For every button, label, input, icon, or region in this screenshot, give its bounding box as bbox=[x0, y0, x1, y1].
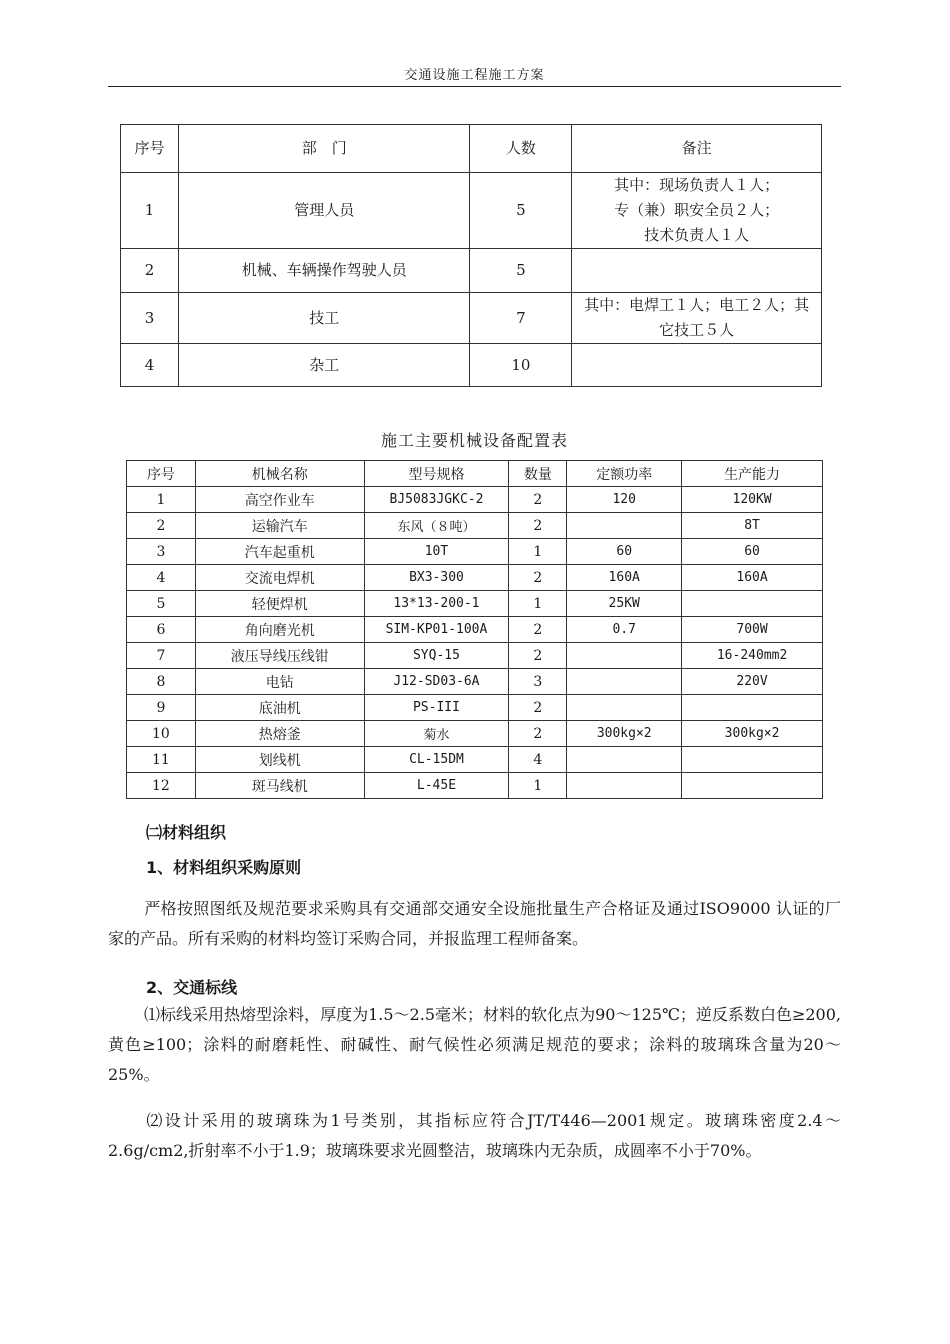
model-cell: J12-SD03-6A bbox=[364, 669, 509, 695]
row-number: 11 bbox=[127, 747, 196, 773]
quantity-cell: 2 bbox=[509, 487, 567, 513]
table-row bbox=[127, 747, 823, 773]
machine-name-cell: 斑马线机 bbox=[195, 773, 364, 799]
rated-power-cell: 60 bbox=[567, 539, 682, 565]
rated-power-cell: 160A bbox=[567, 565, 682, 591]
table-row bbox=[127, 565, 823, 591]
machine-name-cell: 角向磨光机 bbox=[195, 617, 364, 643]
rated-power-cell bbox=[567, 747, 682, 773]
quantity-cell: 2 bbox=[509, 721, 567, 747]
table-row bbox=[127, 591, 823, 617]
row-number: 10 bbox=[127, 721, 196, 747]
table-row bbox=[127, 695, 823, 721]
rated-power-cell: 120 bbox=[567, 487, 682, 513]
machine-name-cell: 电钻 bbox=[195, 669, 364, 695]
capacity-cell bbox=[682, 747, 823, 773]
quantity-cell: 1 bbox=[509, 591, 567, 617]
note-cell bbox=[572, 173, 822, 249]
quantity-cell: 2 bbox=[509, 617, 567, 643]
table-row bbox=[121, 344, 822, 387]
machine-name-cell: 轻便焊机 bbox=[195, 591, 364, 617]
rated-power-cell bbox=[567, 513, 682, 539]
count-cell: 5 bbox=[470, 249, 572, 293]
note-line: 它技工５人 bbox=[659, 321, 735, 339]
model-cell: L-45E bbox=[364, 773, 509, 799]
page-header-title: 交通设施工程施工方案 bbox=[404, 68, 545, 83]
machine-name-cell: 热熔釜 bbox=[195, 721, 364, 747]
marking-paragraph-2 bbox=[108, 1106, 841, 1166]
machine-name-cell: 划线机 bbox=[195, 747, 364, 773]
equipment-table-title: 施工主要机械设备配置表 bbox=[380, 431, 568, 450]
row-number: 6 bbox=[127, 617, 196, 643]
count-cell: 7 bbox=[470, 293, 572, 344]
quantity-cell: 2 bbox=[509, 643, 567, 669]
capacity-cell: 220V bbox=[682, 669, 823, 695]
model-cell: CL-15DM bbox=[364, 747, 509, 773]
row-number: 12 bbox=[127, 773, 196, 799]
marking-paragraph-1 bbox=[108, 1000, 841, 1090]
capacity-cell bbox=[682, 773, 823, 799]
table-row bbox=[121, 249, 822, 293]
marking-heading: 2、交通标线 bbox=[146, 978, 238, 997]
count-cell: 10 bbox=[470, 344, 572, 387]
note-cell bbox=[572, 249, 822, 293]
capacity-cell: 160A bbox=[682, 565, 823, 591]
machine-name-cell: 高空作业车 bbox=[195, 487, 364, 513]
machine-name-cell: 汽车起重机 bbox=[195, 539, 364, 565]
note-line: 专（兼）职安全员２人； bbox=[614, 201, 780, 219]
table-row bbox=[127, 773, 823, 799]
equipment-table bbox=[126, 460, 823, 799]
row-number: 7 bbox=[127, 643, 196, 669]
table-row bbox=[121, 173, 822, 249]
header-cell: 定额功率 bbox=[567, 461, 682, 487]
table-row bbox=[127, 643, 823, 669]
header-cell: 机械名称 bbox=[195, 461, 364, 487]
note-cell bbox=[572, 293, 822, 344]
capacity-cell: 16-240mm2 bbox=[682, 643, 823, 669]
staff-table bbox=[120, 124, 822, 387]
quantity-cell: 1 bbox=[509, 539, 567, 565]
capacity-cell: 60 bbox=[682, 539, 823, 565]
rated-power-cell bbox=[567, 695, 682, 721]
quantity-cell: 2 bbox=[509, 695, 567, 721]
quantity-cell: 2 bbox=[509, 565, 567, 591]
header-cell: 人数 bbox=[470, 125, 572, 173]
capacity-cell: 700W bbox=[682, 617, 823, 643]
model-cell: PS-III bbox=[364, 695, 509, 721]
dept-cell: 机械、车辆操作驾驶人员 bbox=[178, 249, 470, 293]
row-number: 3 bbox=[121, 293, 179, 344]
rated-power-cell bbox=[567, 773, 682, 799]
header-cell: 部 门 bbox=[178, 125, 470, 173]
table-row bbox=[127, 487, 823, 513]
rated-power-cell: 0.7 bbox=[567, 617, 682, 643]
header-cell: 备注 bbox=[572, 125, 822, 173]
count-cell: 5 bbox=[470, 173, 572, 249]
machine-name-cell: 交流电焊机 bbox=[195, 565, 364, 591]
header-rule bbox=[108, 86, 841, 87]
machine-name-cell: 液压导线压线钳 bbox=[195, 643, 364, 669]
table-row bbox=[127, 669, 823, 695]
marking-text-1: ⑴标线采用热熔型涂料，厚度为1.5～2.5毫米；材料的软化点为90～125℃；逆反系数白色≥200,黄色≥100；涂料的耐磨耗性、耐碱性、耐气候性必须满足规范的要求；涂料的玻璃珠含量为20～25%。 bbox=[108, 1005, 841, 1084]
note-line: 技术负责人１人 bbox=[644, 226, 750, 244]
header-cell: 数量 bbox=[509, 461, 567, 487]
row-number: 1 bbox=[127, 487, 196, 513]
row-number: 8 bbox=[127, 669, 196, 695]
header-cell: 生产能力 bbox=[682, 461, 823, 487]
row-number: 2 bbox=[121, 249, 179, 293]
dept-cell: 管理人员 bbox=[178, 173, 470, 249]
model-cell: BJ5083JGKC-2 bbox=[364, 487, 509, 513]
row-number: 4 bbox=[121, 344, 179, 387]
equipment-table-header-row bbox=[127, 461, 823, 487]
capacity-cell: 120KW bbox=[682, 487, 823, 513]
table-row bbox=[127, 721, 823, 747]
rated-power-cell: 25KW bbox=[567, 591, 682, 617]
row-number: 4 bbox=[127, 565, 196, 591]
marking-text-2: ⑵设计采用的玻璃珠为1号类别，其指标应符合JT/T446—2001规定。玻璃珠密度2.4～2.6g/cm2,折射率不小于1.9；玻璃珠要求光圆整洁，玻璃珠内无杂质，成圆率不小于70%。 bbox=[108, 1111, 841, 1160]
rated-power-cell bbox=[567, 669, 682, 695]
machine-name-cell: 运输汽车 bbox=[195, 513, 364, 539]
model-cell: 10T bbox=[364, 539, 509, 565]
row-number: 5 bbox=[127, 591, 196, 617]
quantity-cell: 1 bbox=[509, 773, 567, 799]
model-cell: 13*13-200-1 bbox=[364, 591, 509, 617]
model-cell: 东风（８吨） bbox=[364, 513, 509, 539]
quantity-cell: 2 bbox=[509, 513, 567, 539]
capacity-cell bbox=[682, 591, 823, 617]
procurement-text: 严格按照图纸及规范要求采购具有交通部交通安全设施批量生产合格证及通过ISO9000 认证的厂家的产品。所有采购的材料均签订采购合同，并报监理工程师备案。 bbox=[108, 899, 841, 948]
note-line: 其中：现场负责人１人； bbox=[614, 176, 780, 194]
materials-heading: ㈡材料组织 bbox=[146, 823, 227, 842]
capacity-cell bbox=[682, 695, 823, 721]
rated-power-cell bbox=[567, 643, 682, 669]
header-cell: 型号规格 bbox=[364, 461, 509, 487]
capacity-cell: 300kg×2 bbox=[682, 721, 823, 747]
table-row bbox=[127, 617, 823, 643]
table-row bbox=[127, 539, 823, 565]
rated-power-cell: 300kg×2 bbox=[567, 721, 682, 747]
staff-table-header-row bbox=[121, 125, 822, 173]
dept-cell: 技工 bbox=[178, 293, 470, 344]
model-cell: BX3-300 bbox=[364, 565, 509, 591]
machine-name-cell: 底油机 bbox=[195, 695, 364, 721]
capacity-cell: 8T bbox=[682, 513, 823, 539]
note-line: 其中：电焊工１人；电工２人；其 bbox=[584, 296, 810, 314]
procurement-paragraph bbox=[108, 894, 841, 954]
quantity-cell: 3 bbox=[509, 669, 567, 695]
note-cell bbox=[572, 344, 822, 387]
quantity-cell: 4 bbox=[509, 747, 567, 773]
row-number: 9 bbox=[127, 695, 196, 721]
row-number: 1 bbox=[121, 173, 179, 249]
row-number: 3 bbox=[127, 539, 196, 565]
procurement-heading: 1、材料组织采购原则 bbox=[146, 858, 302, 877]
table-row bbox=[121, 293, 822, 344]
model-cell: 菊水 bbox=[364, 721, 509, 747]
header-cell: 序号 bbox=[121, 125, 179, 173]
model-cell: SIM-KP01-100A bbox=[364, 617, 509, 643]
model-cell: SYQ-15 bbox=[364, 643, 509, 669]
row-number: 2 bbox=[127, 513, 196, 539]
dept-cell: 杂工 bbox=[178, 344, 470, 387]
table-row bbox=[127, 513, 823, 539]
header-cell: 序号 bbox=[127, 461, 196, 487]
